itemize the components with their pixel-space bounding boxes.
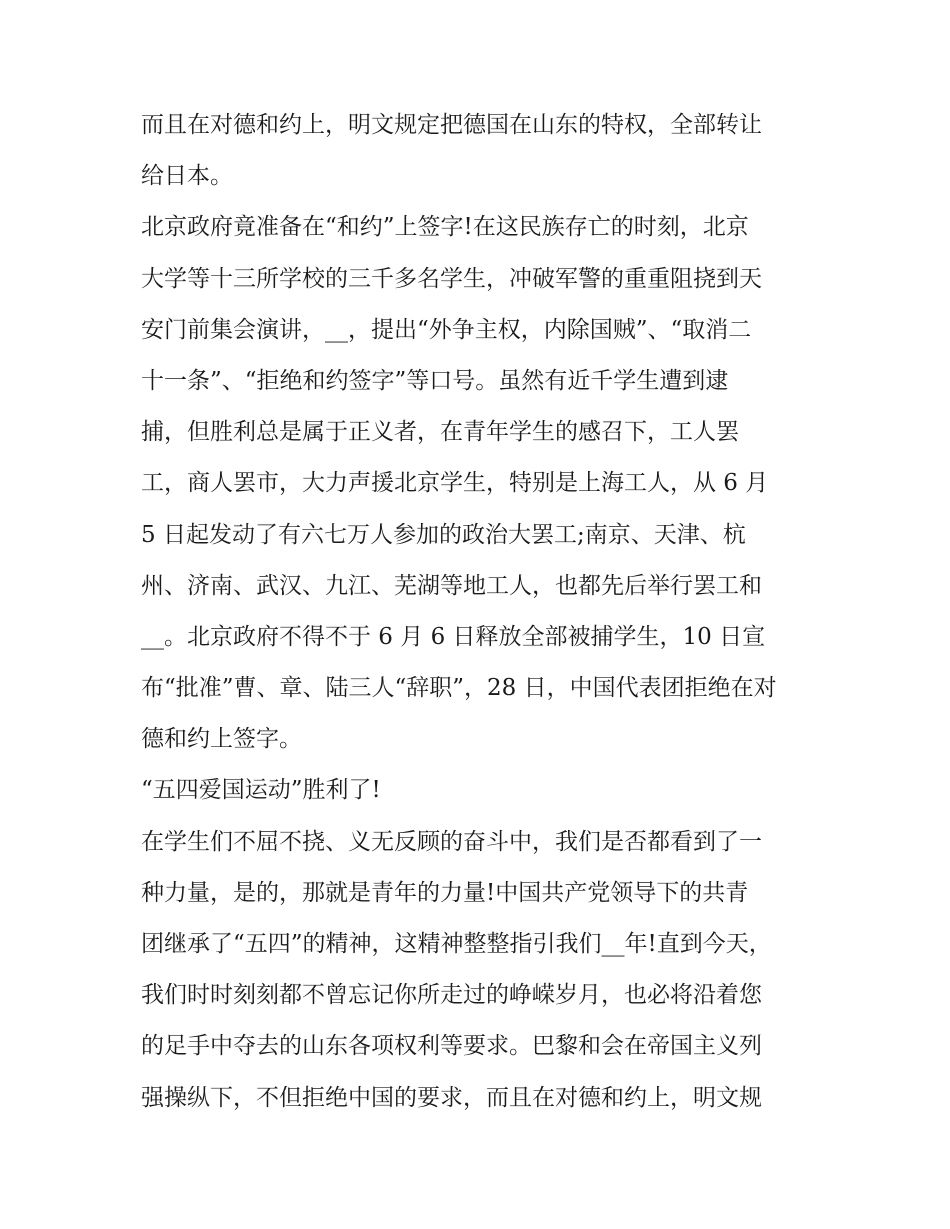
text-line: 5 日起发动了有六七万人参加的政治大罢工;南京、天津、杭 <box>141 521 746 548</box>
text-line: 安门前集会演讲，__，提出“外争主权，内除国贼”、“取消二 <box>141 316 752 343</box>
text-line: 州、济南、武汉、九江、芜湖等地工人，也都先后举行罢工和 <box>141 572 762 599</box>
text-line: 北京政府竟准备在“和约”上签字!在这民族存亡的时刻，北京 <box>141 214 749 241</box>
text-line: 强操纵下，不但拒绝中国的要求，而且在对德和约上，明文规 <box>141 1084 762 1111</box>
text-line: 的足手中夺去的山东各项权利等要求。巴黎和会在帝国主义列 <box>141 1033 762 1060</box>
text-line: 布“批准”曹、章、陆三人“辞职”，28 日，中国代表团拒绝在对 <box>141 675 777 702</box>
text-line: 工，商人罢市，大力声援北京学生，特别是上海工人，从 6 月 <box>141 470 769 497</box>
text-line: 在学生们不屈不挠、义无反顾的奋斗中，我们是否都看到了一 <box>141 828 762 855</box>
text-line: 团继承了“五四”的精神，这精神整整指引我们__年!直到今天， <box>141 931 772 957</box>
text-line: “五四爱国运动”胜利了! <box>141 777 381 804</box>
text-line: 种力量，是的，那就是青年的力量!中国共产党领导下的共青 <box>141 879 749 906</box>
body-text <box>141 100 831 1124</box>
text-line: 给日本。 <box>141 163 233 190</box>
text-line: 十一条”、“拒绝和约签字”等口号。虽然有近千学生遭到逮 <box>141 367 729 394</box>
text-line: 大学等十三所学校的三千多名学生，冲破军警的重重阻挠到天 <box>141 265 762 292</box>
text-line: __。北京政府不得不于 6 月 6 日释放全部被捕学生，10 日宣 <box>141 623 766 650</box>
text-line: 我们时时刻刻都不曾忘记你所走过的峥嵘岁月，也必将沿着您 <box>141 982 762 1009</box>
text-line: 德和约上签字。 <box>141 726 302 753</box>
text-line: 而且在对德和约上，明文规定把德国在山东的特权，全部转让 <box>141 112 762 138</box>
text-line: 捕，但胜利总是属于正义者，在青年学生的感召下，工人罢 <box>141 419 739 446</box>
